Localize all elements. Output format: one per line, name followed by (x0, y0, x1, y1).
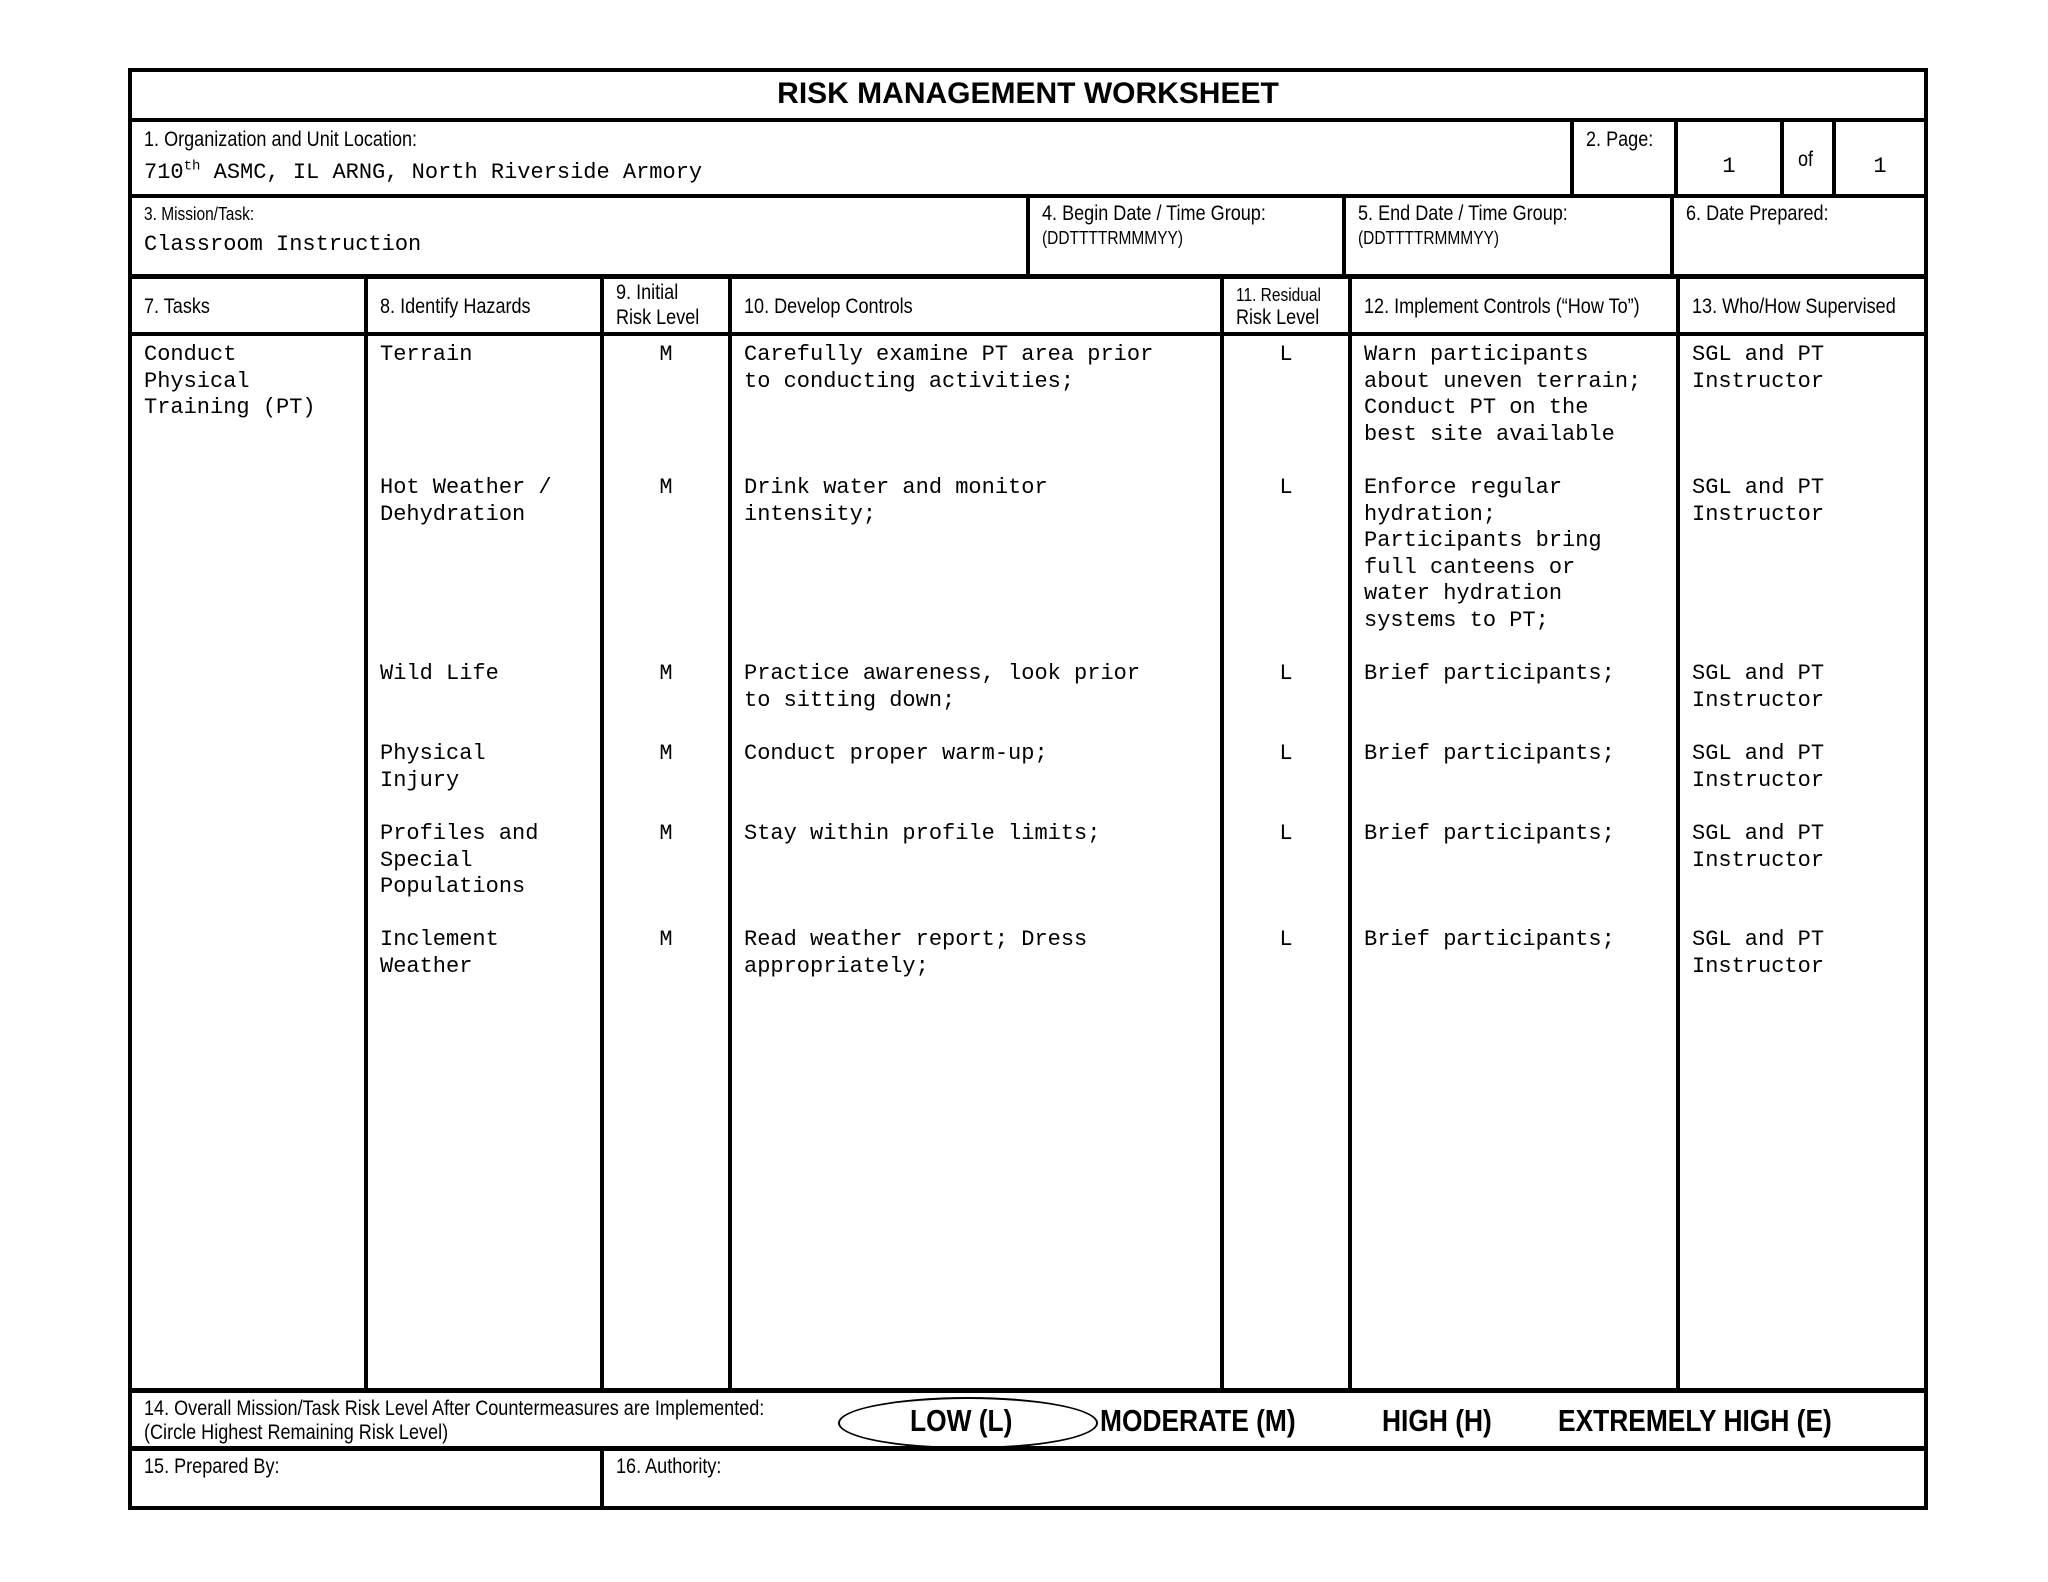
begin-date-label: 4. Begin Date / Time Group: (1042, 202, 1266, 225)
control-text: Stay within profile limits; (744, 821, 1101, 846)
supervised-text: SGL and PT Instructor (1692, 821, 1825, 873)
hazard-table-body (132, 332, 1924, 1388)
page-of-cell (1780, 122, 1832, 194)
end-date-cell[interactable] (1342, 198, 1670, 274)
risk-option-moderate[interactable]: MODERATE (M) (1100, 1403, 1296, 1438)
mission-label: 3. Mission/Task: (144, 204, 255, 224)
worksheet-title: RISK MANAGEMENT WORKSHEET (777, 77, 1279, 110)
supervised-text: SGL and PT Instructor (1692, 661, 1825, 713)
implement-text: Brief participants; (1364, 821, 1615, 846)
hazard-text: Profiles and Special Populations (380, 821, 539, 899)
org-cell[interactable] (132, 122, 1570, 194)
risk-option-high[interactable]: HIGH (H) (1382, 1403, 1492, 1438)
supervised-text: SGL and PT Instructor (1692, 927, 1825, 979)
residual-risk-column[interactable] (1220, 336, 1348, 1388)
end-date-format: (DDTTTTRMMMYY) (1358, 228, 1500, 248)
initial-risk-column[interactable] (600, 336, 728, 1388)
control-text: Carefully examine PT area prior to conducting activities; (744, 342, 1154, 394)
hazard-text: Terrain (380, 342, 473, 367)
supervised-column[interactable] (1676, 336, 1924, 1388)
page-label-cell (1570, 122, 1674, 194)
control-text: Read weather report; Dress appropriately; (744, 927, 1088, 979)
page-current: 1 (1722, 154, 1736, 179)
org-label: 1. Organization and Unit Location: (144, 128, 418, 151)
hazard-text: Wild Life (380, 661, 499, 686)
initial-risk-value: M (659, 661, 673, 686)
control-text: Drink water and monitor intensity; (744, 475, 1048, 527)
implement-text: Enforce regular hydration; Participants bring full canteens or water hydration systems to PT; (1364, 475, 1602, 633)
risk-option-low[interactable]: LOW (L) (910, 1403, 1013, 1438)
title-row (132, 72, 1924, 118)
initial-risk-value: M (659, 741, 673, 766)
supervised-text: SGL and PT Instructor (1692, 475, 1825, 527)
col-supervised-header: 13. Who/How Supervised (1676, 279, 1924, 332)
col-implement-header: 12. Implement Controls (“How To”) (1348, 279, 1676, 332)
mission-value: Classroom Instruction (144, 232, 422, 257)
page-label: 2. Page: (1586, 128, 1654, 151)
residual-risk-value: L (1279, 821, 1293, 846)
risk-worksheet (128, 68, 1928, 1510)
signature-row (132, 1446, 1924, 1506)
implement-text: Brief participants; (1364, 741, 1615, 766)
implement-text: Brief participants; (1364, 927, 1615, 952)
supervised-text: SGL and PT Instructor (1692, 741, 1825, 793)
page-of-label: of (1798, 148, 1814, 171)
col-tasks-header: 7. Tasks (144, 295, 210, 318)
initial-risk-value: M (659, 342, 673, 367)
begin-date-cell[interactable] (1026, 198, 1342, 274)
page-total: 1 (1873, 154, 1887, 179)
control-text: Practice awareness, look prior to sitting down; (744, 661, 1141, 713)
page-current-cell[interactable] (1674, 122, 1780, 194)
authority-label: 16. Authority: (616, 1455, 722, 1478)
col-controls-header: 10. Develop Controls (728, 279, 1220, 332)
authority-cell[interactable] (600, 1451, 1924, 1506)
risk-option-extreme[interactable]: EXTREMELY HIGH (E) (1558, 1403, 1832, 1438)
residual-risk-value: L (1279, 741, 1293, 766)
residual-risk-value: L (1279, 927, 1293, 952)
mission-row (132, 194, 1924, 274)
hazard-text: Physical Injury (380, 741, 486, 793)
residual-risk-value: L (1279, 342, 1293, 367)
prepared-by-cell[interactable] (132, 1451, 600, 1506)
hazard-text: Inclement Weather (380, 927, 499, 979)
org-value: 710th ASMC, IL ARNG, North Riverside Armory (144, 158, 703, 185)
initial-risk-value: M (659, 475, 673, 500)
col-initial-header: 9. Initial Risk Level (600, 279, 728, 332)
control-text: Conduct proper warm-up; (744, 741, 1048, 766)
org-row (132, 118, 1924, 194)
column-header-row (132, 274, 1924, 332)
task-text: Conduct Physical Training (PT) (144, 342, 316, 420)
hazards-column[interactable] (364, 336, 600, 1388)
initial-risk-value: M (659, 927, 673, 952)
controls-column[interactable] (728, 336, 1220, 1388)
mission-cell[interactable] (132, 198, 1026, 274)
begin-date-format: (DDTTTTRMMMYY) (1042, 228, 1184, 248)
implement-text: Brief participants; (1364, 661, 1615, 686)
col-residual-header: 11. Residual Risk Level (1220, 279, 1348, 332)
hazard-text: Hot Weather / Dehydration (380, 475, 552, 527)
overall-risk-row (132, 1388, 1924, 1446)
initial-risk-value: M (659, 821, 673, 846)
overall-risk-instruction: (Circle Highest Remaining Risk Level) (144, 1421, 449, 1444)
prepared-by-label: 15. Prepared By: (144, 1455, 280, 1478)
page-total-cell[interactable] (1832, 122, 1924, 194)
date-prepared-label: 6. Date Prepared: (1686, 202, 1829, 225)
col-hazards-header: 8. Identify Hazards (364, 279, 600, 332)
supervised-text: SGL and PT Instructor (1692, 342, 1825, 394)
end-date-label: 5. End Date / Time Group: (1358, 202, 1568, 225)
residual-risk-value: L (1279, 475, 1293, 500)
date-prepared-cell[interactable] (1670, 198, 1924, 274)
residual-risk-value: L (1279, 661, 1293, 686)
implement-text: Warn participants about uneven terrain; Conduct PT on the best site available (1364, 342, 1642, 447)
overall-risk-label: 14. Overall Mission/Task Risk Level After Countermeasures are Implemented: (144, 1397, 765, 1420)
tasks-column[interactable] (132, 336, 364, 1388)
implement-column[interactable] (1348, 336, 1676, 1388)
